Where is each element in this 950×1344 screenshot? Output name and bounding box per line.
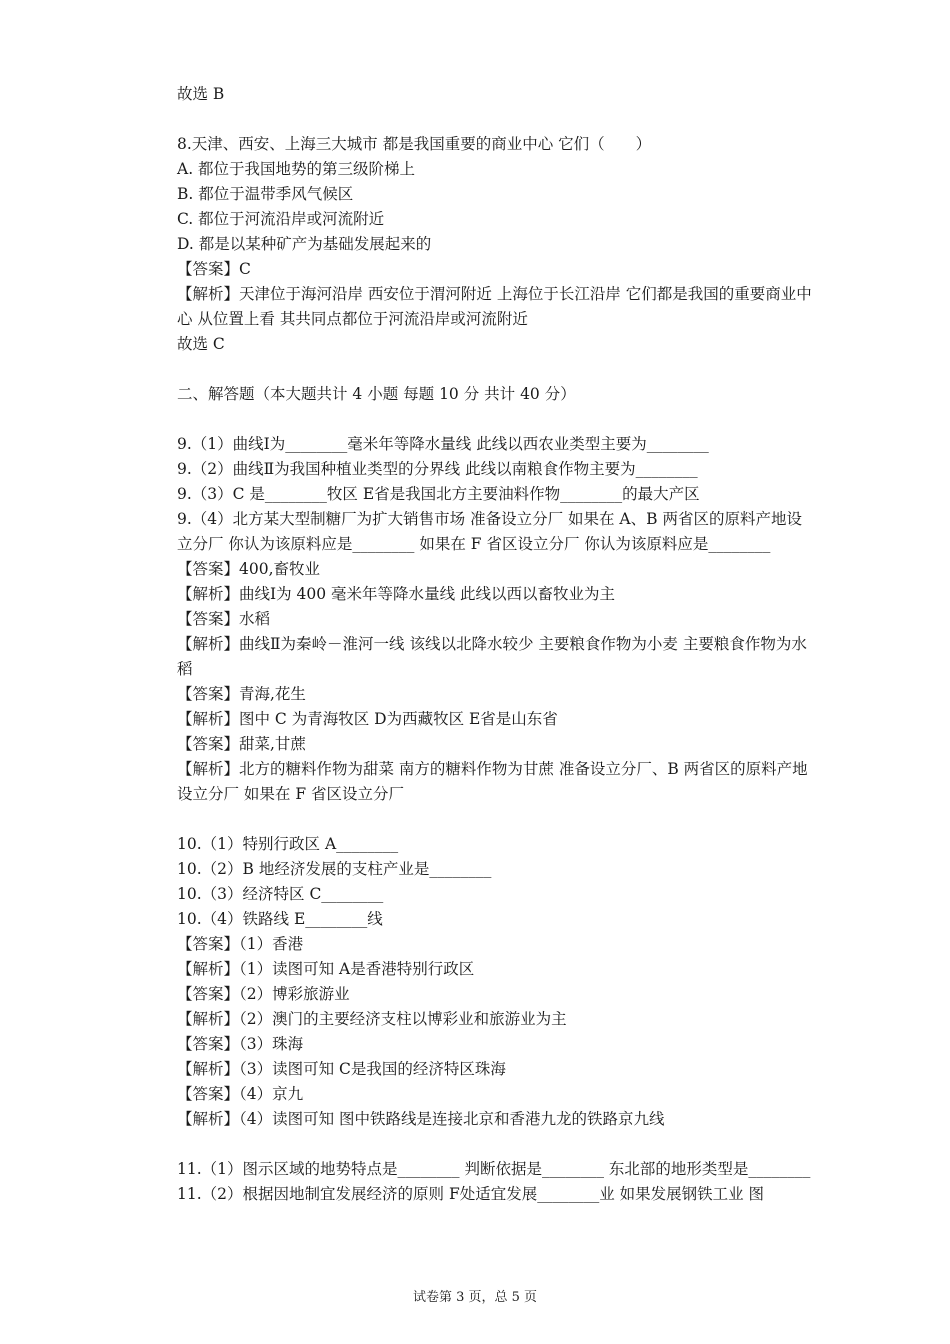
question-10-part-1: 10.（1）特别行政区 A________: [177, 835, 399, 853]
question-11-part-1: 11.（1）图示区域的地势特点是________ 判断依据是________ 东北部的地形类型是________: [177, 1160, 811, 1178]
page-footer: [0, 1288, 950, 1308]
question-8-option-d: D. 都是以某种矿产为基础发展起来的: [177, 235, 432, 253]
question-11: [177, 1157, 817, 1207]
question-10: [177, 832, 817, 1132]
q7-conclusion: 故选 B: [177, 85, 225, 103]
question-9-answer-2: 【答案】水稻: [177, 610, 271, 628]
question-9-analysis-1: 【解析】曲线Ⅰ为 400 毫米年等降水量线 此线以西以畜牧业为主: [177, 585, 615, 603]
question-9-part-1: 9.（1）曲线Ⅰ为________毫米年等降水量线 此线以西农业类型主要为________: [177, 435, 709, 453]
question-10-part-4: 10.（4）铁路线 E________线: [177, 910, 383, 928]
spacer: [177, 807, 817, 832]
question-9-answer-4: 【答案】甜菜,甘蔗: [177, 735, 306, 753]
question-10-answer-3: 【答案】（3）珠海: [177, 1035, 304, 1053]
exam-page-content: [177, 82, 817, 1207]
question-9-analysis-2: 【解析】曲线Ⅱ为秦岭－淮河一线 该线以北降水较少 主要粮食作物为小麦 主要粮食作物为水稻: [177, 635, 807, 678]
question-9-part-4: 9.（4）北方某大型制糖厂为扩大销售市场 准备设立分厂 如果在 A、B 两省区的原料产地设立分厂 你认为该原料应是________ 如果在 F 省区设立分厂 你认为该原料应是________: [177, 510, 802, 553]
spacer: [177, 1132, 817, 1157]
question-10-analysis-3: 【解析】（3）读图可知 C是我国的经济特区珠海: [177, 1060, 506, 1078]
question-11-part-2: 11.（2）根据因地制宜发展经济的原则 F处适宜发展________业 如果发展钢铁工业 图: [177, 1185, 765, 1203]
question-9-analysis-3: 【解析】图中 C 为青海牧区 D为西藏牧区 E省是山东省: [177, 710, 558, 728]
question-8-conclusion: 故选 C: [177, 335, 225, 353]
question-8: [177, 132, 817, 357]
question-9-part-2: 9.（2）曲线Ⅱ为我国种植业类型的分界线 此线以南粮食作物主要为________: [177, 460, 698, 478]
question-8-option-a: A. 都位于我国地势的第三级阶梯上: [177, 160, 416, 178]
question-8-answer: 【答案】C: [177, 260, 251, 278]
question-8-analysis: 【解析】天津位于海河沿岸 西安位于渭河附近 上海位于长江沿岸 它们都是我国的重要商业中心 从位置上看 其共同点都位于河流沿岸或河流附近: [177, 285, 812, 328]
spacer: [177, 107, 817, 132]
question-10-analysis-1: 【解析】（1）读图可知 A是香港特别行政区: [177, 960, 475, 978]
page-number: 试卷第 3 页，总 5 页: [412, 1290, 538, 1305]
question-10-part-2: 10.（2）B 地经济发展的支柱产业是________: [177, 860, 492, 878]
question-9-analysis-4: 【解析】北方的糖料作物为甜菜 南方的糖料作物为甘蔗 准备设立分厂、B 两省区的原料产地设立分厂 如果在 F 省区设立分厂: [177, 760, 808, 803]
spacer: [177, 357, 817, 382]
question-9-part-3: 9.（3）C 是________牧区 E省是我国北方主要油料作物________的最大产区: [177, 485, 700, 503]
question-10-answer-2: 【答案】（2）博彩旅游业: [177, 985, 350, 1003]
question-9-answer-1: 【答案】400,畜牧业: [177, 560, 321, 578]
question-10-part-3: 10.（3）经济特区 C________: [177, 885, 384, 903]
question-10-answer-4: 【答案】（4）京九: [177, 1085, 304, 1103]
question-10-analysis-2: 【解析】（2）澳门的主要经济支柱以博彩业和旅游业为主: [177, 1010, 567, 1028]
question-10-answer-1: 【答案】（1）香港: [177, 935, 304, 953]
question-9: [177, 432, 817, 807]
question-8-stem: 8.天津、西安、上海三大城市 都是我国重要的商业中心 它们（ ）: [177, 135, 652, 153]
question-8-option-c: C. 都位于河流沿岸或河流附近: [177, 210, 385, 228]
question-8-option-b: B. 都位于温带季风气候区: [177, 185, 354, 203]
question-10-analysis-4: 【解析】（4）读图可知 图中铁路线是连接北京和香港九龙的铁路京九线: [177, 1110, 665, 1128]
question-9-answer-3: 【答案】青海,花生: [177, 685, 306, 703]
spacer: [177, 407, 817, 432]
section-2-heading: 二、解答题（本大题共计 4 小题 每题 10 分 共计 40 分）: [177, 385, 576, 403]
